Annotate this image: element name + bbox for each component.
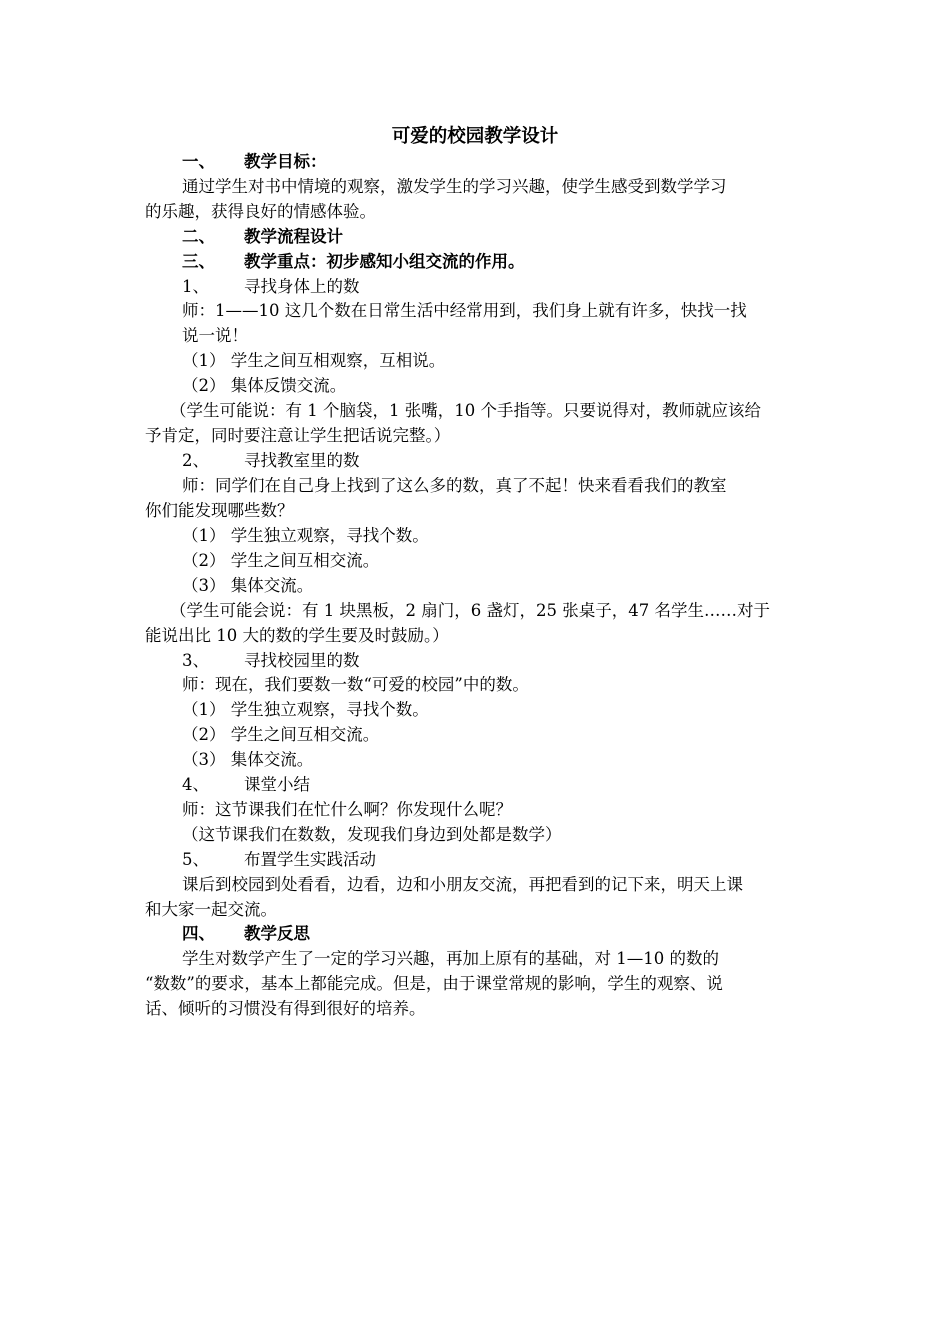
step-number: 2、 — [182, 451, 209, 470]
paragraph-line: 的乐趣，获得良好的情感体验。 — [145, 202, 376, 221]
list-item: （1） 学生独立观察，寻找个数。 — [182, 700, 429, 719]
section-number: 三、 — [182, 252, 215, 271]
step-title: 寻找教室里的数 — [244, 451, 360, 470]
teacher-line: 说一说！ — [182, 326, 248, 345]
note-line: 能说出比 10 大的数的学生要及时鼓励。） — [145, 626, 449, 645]
paragraph-line: 课后到校园到处看看，边看，边和小朋友交流，再把看到的记下来，明天上课 — [182, 875, 743, 894]
section-title: 教学流程设计 — [244, 227, 343, 246]
step-5-heading — [182, 848, 376, 872]
section-title: 教学目标： — [244, 152, 327, 171]
teacher-line: 师：1——10 这几个数在日常生活中经常用到，我们身上就有许多，快找一找 — [182, 301, 747, 320]
list-item: （1） 学生之间互相观察，互相说。 — [182, 351, 446, 370]
step-1-heading — [182, 275, 360, 299]
list-item: （1） 学生独立观察，寻找个数。 — [182, 526, 429, 545]
list-item: （3） 集体交流。 — [182, 576, 314, 595]
step-3-heading — [182, 649, 360, 673]
note-line: （学生可能说：有 1 个脑袋，1 张嘴，10 个手指等。只要说得对，教师就应该给 — [170, 401, 761, 420]
step-title: 寻找校园里的数 — [244, 651, 360, 670]
paragraph-line: 话、倾听的习惯没有得到很好的培养。 — [145, 999, 426, 1018]
paragraph-line: 学生对数学产生了一定的学习兴趣，再加上原有的基础，对 1—10 的数的 — [182, 949, 719, 968]
list-item: （2） 集体反馈交流。 — [182, 376, 347, 395]
section-4-heading — [182, 922, 310, 946]
step-number: 5、 — [182, 850, 209, 869]
list-item: （2） 学生之间互相交流。 — [182, 725, 380, 744]
teacher-line: 你们能发现哪些数？ — [145, 501, 294, 520]
step-number: 1、 — [182, 277, 209, 296]
list-item: （2） 学生之间互相交流。 — [182, 551, 380, 570]
step-number: 4、 — [182, 775, 209, 794]
answer-line: （这节课我们在数数，发现我们身边到处都是数学） — [182, 825, 562, 844]
teacher-line: 师：同学们在自己身上找到了这么多的数，真了不起！快来看看我们的教室 — [182, 476, 727, 495]
section-2-heading — [182, 225, 343, 249]
note-line: 予肯定，同时要注意让学生把话说完整。） — [145, 426, 451, 445]
step-4-heading — [182, 773, 310, 797]
section-number: 四、 — [182, 924, 215, 943]
section-1-heading — [182, 150, 327, 174]
teacher-line: 师：现在，我们要数一数“可爱的校园”中的数。 — [182, 675, 529, 694]
teacher-line: 师：这节课我们在忙什么啊？你发现什么呢？ — [182, 800, 512, 819]
step-number: 3、 — [182, 651, 209, 670]
section-3-heading — [182, 250, 525, 274]
list-item: （3） 集体交流。 — [182, 750, 314, 769]
paragraph-line: 和大家一起交流。 — [145, 900, 277, 919]
section-title: 教学反思 — [244, 924, 310, 943]
step-title: 寻找身体上的数 — [244, 277, 360, 296]
section-number: 二、 — [182, 227, 215, 246]
step-2-heading — [182, 449, 360, 473]
paragraph-line: “数数”的要求，基本上都能完成。但是，由于课堂常规的影响，学生的观察、说 — [145, 974, 723, 993]
paragraph-line: 通过学生对书中情境的观察，激发学生的学习兴趣，使学生感受到数学学习 — [182, 177, 727, 196]
note-line: （学生可能会说：有 1 块黑板，2 扇门，6 盏灯，25 张桌子，47 名学生……对于 — [170, 601, 770, 620]
step-title: 布置学生实践活动 — [244, 850, 376, 869]
document-title: 可爱的校园教学设计 — [391, 126, 559, 147]
step-title: 课堂小结 — [244, 775, 310, 794]
section-title: 教学重点：初步感知小组交流的作用。 — [244, 252, 525, 271]
section-number: 一、 — [182, 152, 215, 171]
